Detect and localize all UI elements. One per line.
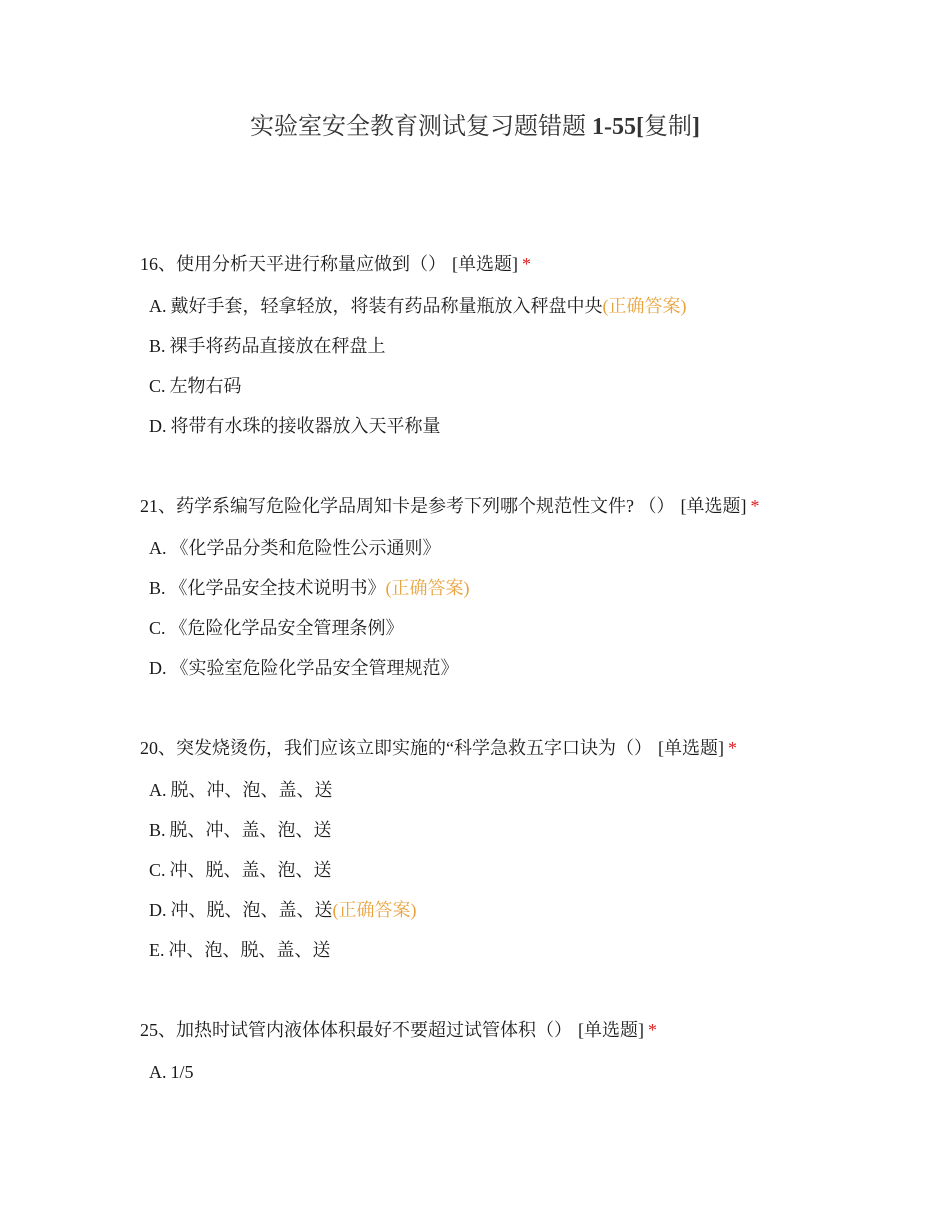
correct-answer-tag: (正确答案) [332,900,417,920]
option-a [140,770,900,810]
option-letter: A. [149,538,167,558]
option-letter: B. [149,820,166,840]
question-20 [140,736,900,970]
page-title-main: 实验室安全教育测试复习题错题 [250,114,592,140]
question-16 [140,252,900,446]
question-type: [单选题] [452,254,518,274]
option-letter: B. [149,336,166,356]
option-c [140,850,900,890]
page-title-copy: 复制 [643,114,692,140]
option-letter: E. [149,940,165,960]
option-letter: D. [149,416,167,436]
correct-answer-tag: (正确答案) [602,296,687,316]
question-number: 21、 [140,496,176,516]
option-d [140,648,900,688]
option-a [140,528,900,568]
option-a [140,1052,900,1092]
option-text: 裸手将药品直接放在秤盘上 [169,336,386,356]
option-letter: C. [149,860,166,880]
option-text: 脱、冲、泡、盖、送 [170,780,333,800]
option-letter: D. [149,900,167,920]
option-text: 冲、泡、脱、盖、送 [168,940,331,960]
option-b [140,810,900,850]
option-text: 左物右码 [169,376,242,396]
option-d [140,890,900,930]
option-text: 冲、脱、盖、泡、送 [169,860,332,880]
page-title-bracket: ] [691,114,700,140]
question-number: 20、 [140,738,176,758]
option-text: 《实验室危险化学品安全管理规范》 [170,658,459,678]
question-text: 突发烧烫伤，我们应该立即实施的“科学急救五字口诀为（） [176,738,652,758]
option-text: 《危险化学品安全管理条例》 [169,618,404,638]
option-b [140,568,900,608]
page-title [0,110,950,144]
option-text: 冲、脱、泡、盖、送 [170,900,333,920]
option-c [140,366,900,406]
question-text: 加热时试管内液体体积最好不要超过试管体积（） [176,1020,572,1040]
option-e [140,930,900,970]
option-text: 《化学品安全技术说明书》 [169,578,386,598]
option-letter: A. [149,1062,167,1082]
option-text: 戴好手套，轻拿轻放，将装有药品称量瓶放入秤盘中央 [170,296,603,316]
option-d [140,406,900,446]
question-text: 使用分析天平进行称量应做到（） [176,254,446,274]
question-stem [140,494,900,518]
option-text: 1/5 [170,1062,194,1082]
question-type: [单选题] [578,1020,644,1040]
option-letter: B. [149,578,166,598]
question-25 [140,1018,900,1092]
option-text: 将带有水珠的接收器放入天平称量 [170,416,441,436]
question-21 [140,494,900,688]
correct-answer-tag: (正确答案) [385,578,470,598]
option-letter: C. [149,618,166,638]
option-letter: A. [149,296,167,316]
option-letter: A. [149,780,167,800]
option-a [140,286,900,326]
required-mark: * [522,254,531,274]
question-stem [140,1018,900,1042]
page-title-range: 1-55[ [592,114,644,140]
required-mark: * [750,496,760,516]
required-mark: * [648,1020,657,1040]
question-text: 药学系编写危险化学品周知卡是参考下列哪个规范性文件? （） [176,496,675,516]
option-text: 《化学品分类和危险性公示通则》 [170,538,441,558]
option-c [140,608,900,648]
question-stem [140,252,900,276]
question-type: [单选题] [680,496,747,516]
option-letter: C. [149,376,166,396]
option-letter: D. [149,658,167,678]
question-type: [单选题] [658,738,724,758]
question-number: 25、 [140,1020,176,1040]
option-b [140,326,900,366]
required-mark: * [728,738,737,758]
option-text: 脱、冲、盖、泡、送 [169,820,332,840]
question-number: 16、 [140,254,176,274]
question-stem [140,736,900,760]
